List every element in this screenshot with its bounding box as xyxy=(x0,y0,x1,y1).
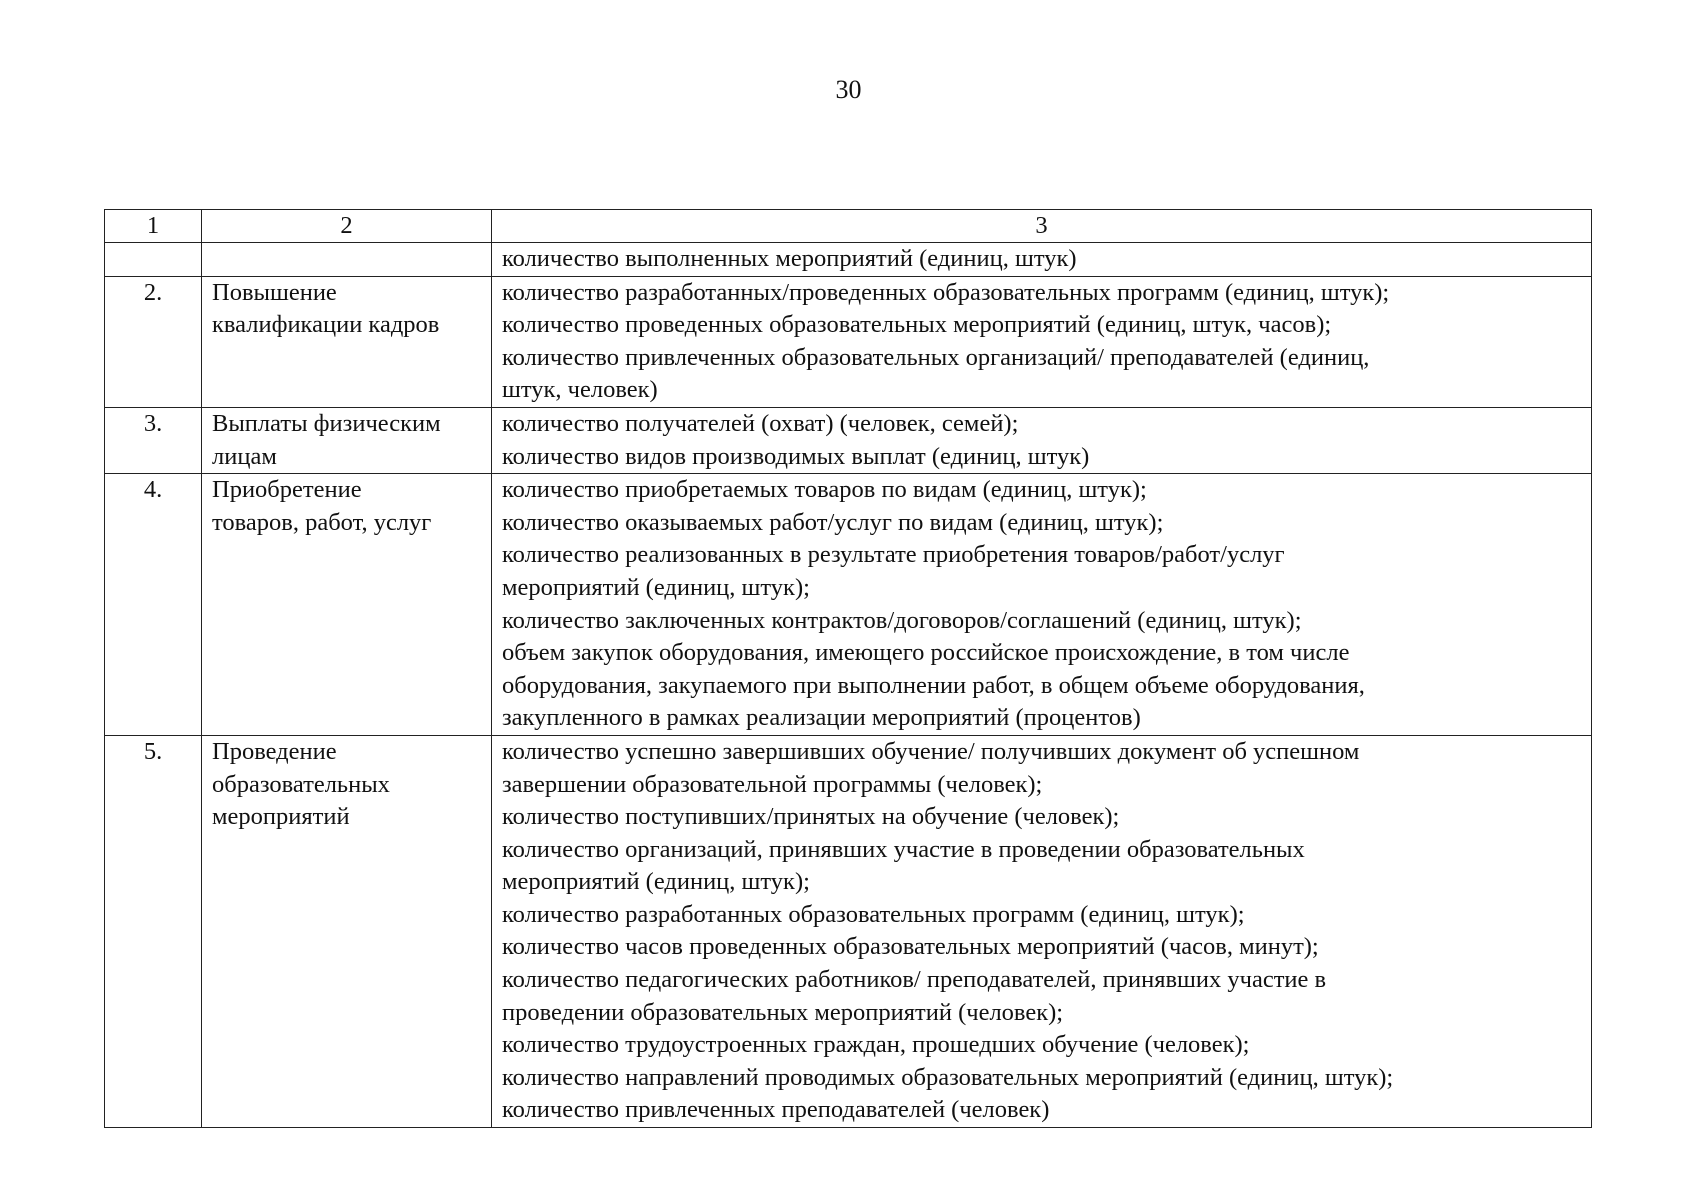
indicator-line: завершении образовательной программы (человек); xyxy=(502,770,1043,798)
indicator-line: штук, человек) xyxy=(502,376,658,404)
indicator-line: количество приобретаемых товаров по видам (единиц, штук); xyxy=(502,476,1147,504)
indicators-cell xyxy=(492,474,1592,736)
direction-name-line: Приобретение xyxy=(212,476,362,504)
indicator-line: проведении образовательных мероприятий (человек); xyxy=(502,998,1064,1026)
indicator-line: количество педагогических работников/ преподавателей, принявших участие в xyxy=(502,966,1327,994)
indicator-line: оборудования, закупаемого при выполнении работ, в общем объеме оборудования, xyxy=(502,671,1365,699)
indicators-table xyxy=(104,209,1592,1128)
indicator-line: количество привлеченных образовательных организаций/ преподавателей (единиц, xyxy=(502,343,1370,371)
direction-name xyxy=(202,243,492,277)
row-number: 4. xyxy=(105,474,202,736)
table-row xyxy=(105,243,1592,277)
direction-name xyxy=(202,276,492,407)
indicator-line: количество разработанных/проведенных образовательных программ (единиц, штук); xyxy=(502,278,1390,306)
direction-name-line: товаров, работ, услуг xyxy=(212,508,432,536)
row-number: 5. xyxy=(105,735,202,1127)
indicators-cell xyxy=(492,407,1592,473)
direction-name-line: образовательных xyxy=(212,770,390,798)
table-row xyxy=(105,735,1592,1127)
page-number: 30 xyxy=(835,75,862,104)
indicator-line: количество направлений проводимых образовательных мероприятий (единиц, штук); xyxy=(502,1063,1394,1091)
row-number: 3. xyxy=(105,407,202,473)
direction-name xyxy=(202,735,492,1127)
table-row xyxy=(105,276,1592,407)
direction-name-line: лицам xyxy=(212,442,277,470)
indicator-line: количество часов проведенных образовательных мероприятий (часов, минут); xyxy=(502,933,1319,961)
column-header-direction: 2 xyxy=(202,210,492,243)
indicators-cell xyxy=(492,735,1592,1127)
indicator-line: мероприятий (единиц, штук); xyxy=(502,573,810,601)
table-row xyxy=(105,407,1592,473)
indicator-line: объем закупок оборудования, имеющего российское происхождение, в том числе xyxy=(502,639,1350,667)
indicator-line: закупленного в рамках реализации мероприятий (процентов) xyxy=(502,704,1141,732)
table-row xyxy=(105,474,1592,736)
indicator-line: количество трудоустроенных граждан, прошедших обучение (человек); xyxy=(502,1031,1250,1059)
direction-name xyxy=(202,407,492,473)
indicators-cell xyxy=(492,243,1592,277)
row-number: 2. xyxy=(105,276,202,407)
indicator-line: мероприятий (единиц, штук); xyxy=(502,868,810,896)
indicator-line: количество привлеченных преподавателей (человек) xyxy=(502,1096,1050,1124)
indicator-line: количество проведенных образовательных мероприятий (единиц, штук, часов); xyxy=(502,311,1332,339)
row-number xyxy=(105,243,202,277)
direction-name-line: Повышение xyxy=(212,278,337,306)
direction-name-line: Выплаты физическим xyxy=(212,409,441,437)
indicator-line: количество организаций, принявших участие в проведении образовательных xyxy=(502,835,1305,863)
direction-name-line: мероприятий xyxy=(212,803,350,831)
indicator-line: количество поступивших/принятых на обучение (человек); xyxy=(502,803,1120,831)
direction-name-line: квалификации кадров xyxy=(212,311,440,339)
column-header-number: 1 xyxy=(105,210,202,243)
indicator-line: количество получателей (охват) (человек, семей); xyxy=(502,409,1019,437)
indicator-line: количество разработанных образовательных программ (единиц, штук); xyxy=(502,900,1245,928)
indicator-line: количество заключенных контрактов/договоров/соглашений (единиц, штук); xyxy=(502,606,1302,634)
direction-name xyxy=(202,474,492,736)
indicator-line: количество оказываемых работ/услуг по видам (единиц, штук); xyxy=(502,508,1164,536)
indicator-line: количество выполненных мероприятий (единиц, штук) xyxy=(502,245,1077,272)
direction-name-line: Проведение xyxy=(212,737,337,765)
column-header-indicators: 3 xyxy=(492,210,1592,243)
indicators-cell xyxy=(492,276,1592,407)
indicator-line: количество успешно завершивших обучение/ получивших документ об успешном xyxy=(502,737,1360,765)
indicator-line: количество видов производимых выплат (единиц, штук) xyxy=(502,442,1090,470)
table-header-row xyxy=(105,210,1592,243)
indicator-line: количество реализованных в результате приобретения товаров/работ/услуг xyxy=(502,541,1285,569)
